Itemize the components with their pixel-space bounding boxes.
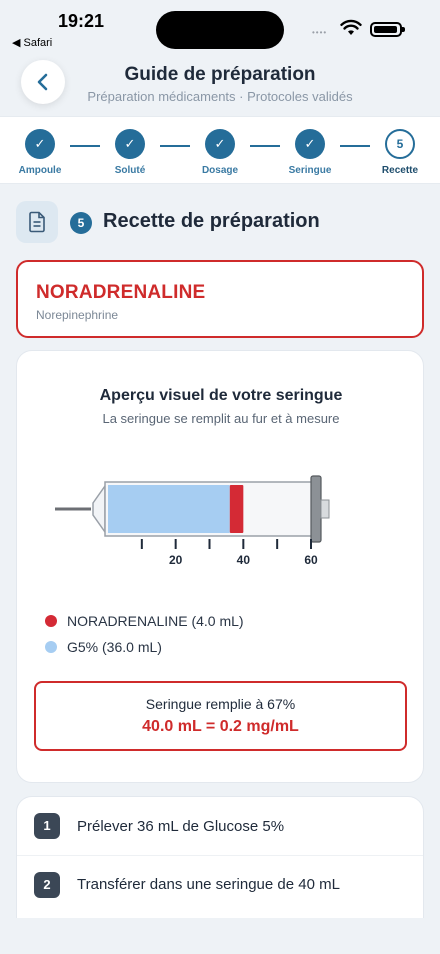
fill-percentage-text: Seringue remplie à 67%: [145, 696, 296, 712]
step-dosage[interactable]: [190, 129, 250, 176]
step-connector: [250, 145, 280, 147]
syringe-fill-g5: [108, 485, 230, 533]
syringe-plunger: [311, 476, 321, 542]
step-label: Seringue: [288, 165, 332, 176]
syringe-scale: [142, 539, 318, 567]
step-number-badge: 2: [34, 872, 60, 898]
legend-label: NORADRENALINE (4.0 mL): [67, 613, 244, 629]
legend-g5: [45, 639, 162, 655]
step-connector: [340, 145, 370, 147]
step-label: Soluté: [114, 165, 146, 176]
step-label: Dosage: [201, 165, 239, 176]
legend-noradrenaline: [45, 613, 244, 629]
back-to-safari-link[interactable]: ◀ Safari: [12, 37, 53, 49]
scale-tick-label: 20: [168, 553, 183, 567]
progress-stepper: [0, 116, 440, 184]
legend-label: G5% (36.0 mL): [67, 639, 162, 655]
syringe-tip: [93, 486, 105, 532]
page-title: Guide de préparation: [124, 64, 316, 85]
syringe-preview-card: [16, 350, 424, 783]
header: [0, 56, 440, 114]
wifi-icon: [340, 19, 362, 36]
list-item: [17, 855, 424, 913]
section-number-badge: 5: [70, 212, 92, 234]
step-ampoule[interactable]: [10, 129, 70, 176]
step-number: 5: [385, 129, 415, 159]
syringe-plunger-end: [321, 500, 329, 518]
fill-summary: [34, 681, 407, 751]
step-label: Recette: [381, 165, 419, 176]
dynamic-island: [156, 11, 284, 49]
check-icon: ✓: [295, 129, 325, 159]
syringe-fill-noradrenaline: [230, 485, 244, 533]
bottom-safe-area: [0, 918, 440, 954]
scale-tick-label: 40: [236, 553, 251, 567]
step-instruction: Transférer dans une seringue de 40 mL: [77, 876, 340, 893]
check-icon: ✓: [115, 129, 145, 159]
step-recette[interactable]: [370, 129, 430, 176]
preparation-steps-list: [16, 796, 424, 926]
status-time: 19:21: [58, 11, 105, 31]
check-icon: ✓: [25, 129, 55, 159]
list-item: [17, 797, 424, 855]
legend-dot: [45, 615, 57, 627]
step-number-badge: 1: [34, 813, 60, 839]
step-solute[interactable]: [100, 129, 160, 176]
syringe-illustration: [17, 461, 425, 571]
section-title: Recette de préparation: [103, 210, 320, 232]
syringe-subtitle: La seringue se remplit au fur et à mesure: [102, 411, 340, 426]
check-icon: ✓: [205, 129, 235, 159]
legend-dot: [45, 641, 57, 653]
step-connector: [160, 145, 190, 147]
drug-name: NORADRENALINE: [36, 282, 206, 303]
syringe-title: Aperçu visuel de votre seringue: [99, 387, 343, 404]
page-subtitle: Préparation médicaments · Protocoles validés: [87, 89, 353, 104]
signal-icon: ••••: [312, 28, 328, 37]
status-bar: [0, 0, 440, 56]
step-instruction: Prélever 36 mL de Glucose 5%: [77, 817, 285, 835]
battery-icon: [370, 22, 402, 37]
drug-card: [16, 260, 424, 338]
scale-tick-label: 60: [304, 553, 318, 567]
step-seringue[interactable]: [280, 129, 340, 176]
step-connector: [70, 145, 100, 147]
drug-generic-name: Norepinephrine: [36, 308, 119, 322]
document-icon: [16, 201, 58, 243]
step-label: Ampoule: [18, 165, 62, 176]
fill-volume-concentration: 40.0 mL = 0.2 mg/mL: [142, 718, 299, 735]
